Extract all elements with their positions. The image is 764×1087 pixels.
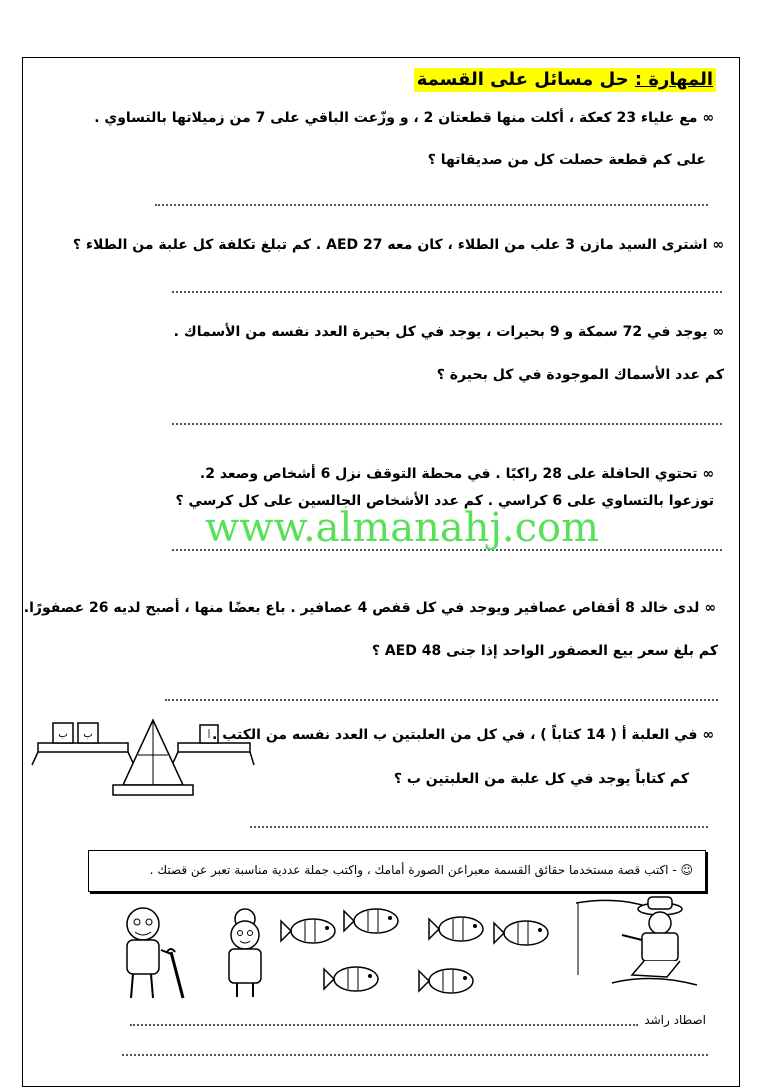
story-instruction-text: ☺ - اكتب قصة مستخدما حقائق القسمة معبراعن الصورة أمامك ، واكتب جملة عددية مناسبة تعبر عن قصتك . bbox=[149, 863, 693, 877]
fisherman-caption: اصطاد راشد bbox=[644, 1013, 706, 1027]
bullet-icon: ∞ bbox=[702, 110, 714, 126]
box-b-2-label: ب bbox=[83, 729, 93, 740]
problem-5-line-2: كم بلغ سعر بيع العصفور الواحد إذا جنى AED 48 ؟ bbox=[371, 643, 718, 659]
answer-line-1[interactable] bbox=[155, 202, 708, 206]
answer-line-2[interactable] bbox=[172, 289, 722, 293]
old-woman-image bbox=[213, 905, 281, 1000]
fish-group-image bbox=[285, 905, 565, 1005]
scale-right-pan bbox=[178, 743, 250, 752]
scale-base bbox=[113, 785, 193, 795]
problem-3-line-2: كم عدد الأسماك الموجودة في كل بحيرة ؟ bbox=[436, 367, 724, 383]
answer-line-3[interactable] bbox=[172, 421, 722, 425]
problem-3-line-1: ∞ يوجد في 72 سمكة و 9 بحيرات ، يوجد في كل بحيرة العدد نفسه من الأسماك . bbox=[173, 324, 724, 340]
skill-title-label: المهارة : bbox=[634, 69, 713, 90]
skill-title-text: حل مسائل على القسمة bbox=[416, 69, 629, 90]
story-answer-line-2[interactable] bbox=[122, 1052, 708, 1056]
bullet-icon: ∞ bbox=[702, 727, 714, 743]
fish-icon bbox=[429, 917, 483, 941]
problem-5-line-1: ∞ لدى خالد 8 أقفاص عصافير ويوجد في كل قفص 4 عصافير . باع بعضًا منها ، أصبح لديه 26 عصفورًا. bbox=[23, 600, 716, 616]
problem-2-line-1: ∞ اشترى السيد مازن 3 علب من الطلاء ، كان معه AED 27 . كم تبلغ تكلفة كل علبة من الطلاء ؟ bbox=[72, 237, 724, 253]
box-b-1-label: ب bbox=[58, 729, 68, 740]
bullet-icon: ∞ bbox=[712, 237, 724, 253]
fish-icon bbox=[281, 919, 335, 943]
problem-4-line-2: توزعوا بالتساوي على 6 كراسي . كم عدد الأشخاص الجالسين على كل كرسي ؟ bbox=[175, 493, 714, 509]
story-answer-line-1[interactable] bbox=[130, 1022, 638, 1026]
problem-1-line-2: على كم قطعة حصلت كل من صديقاتها ؟ bbox=[427, 152, 706, 168]
fisherman-image bbox=[572, 895, 707, 990]
watermark: www.almanahj.com bbox=[205, 505, 600, 551]
problem-6-line-1: ∞ في العلبة أ ( 14 كتاباً ) ، في كل من العلبتين ب العدد نفسه من الكتب . bbox=[212, 727, 714, 743]
fish-icon bbox=[324, 967, 378, 991]
problem-1-line-1: ∞ مع علياء 23 كعكة ، أكلت منها قطعتان 2 ، و وزّعت الباقي على 7 من زميلاتها بالتساوي . bbox=[94, 110, 714, 126]
bullet-icon: ∞ bbox=[704, 600, 716, 616]
skill-title bbox=[414, 68, 716, 92]
story-instruction-box bbox=[88, 850, 706, 892]
problem-6-line-2: كم كتاباً يوجد في كل علبة من العلبتين ب ؟ bbox=[393, 771, 689, 787]
scale-left-pan bbox=[38, 743, 128, 752]
fish-icon bbox=[419, 969, 473, 993]
fish-icon bbox=[494, 921, 548, 945]
fish-icon bbox=[344, 909, 398, 933]
answer-line-5[interactable] bbox=[165, 697, 718, 701]
bullet-icon: ∞ bbox=[712, 324, 724, 340]
answer-line-6[interactable] bbox=[250, 824, 708, 828]
bullet-icon: ∞ bbox=[702, 466, 714, 482]
old-man-image bbox=[105, 902, 190, 1002]
box-a-label: أ bbox=[207, 731, 211, 741]
problem-4-line-1: ∞ تحتوي الحافلة على 28 راكبًا . في محطة التوقف نزل 6 أشخاص وصعد 2. bbox=[199, 466, 714, 482]
